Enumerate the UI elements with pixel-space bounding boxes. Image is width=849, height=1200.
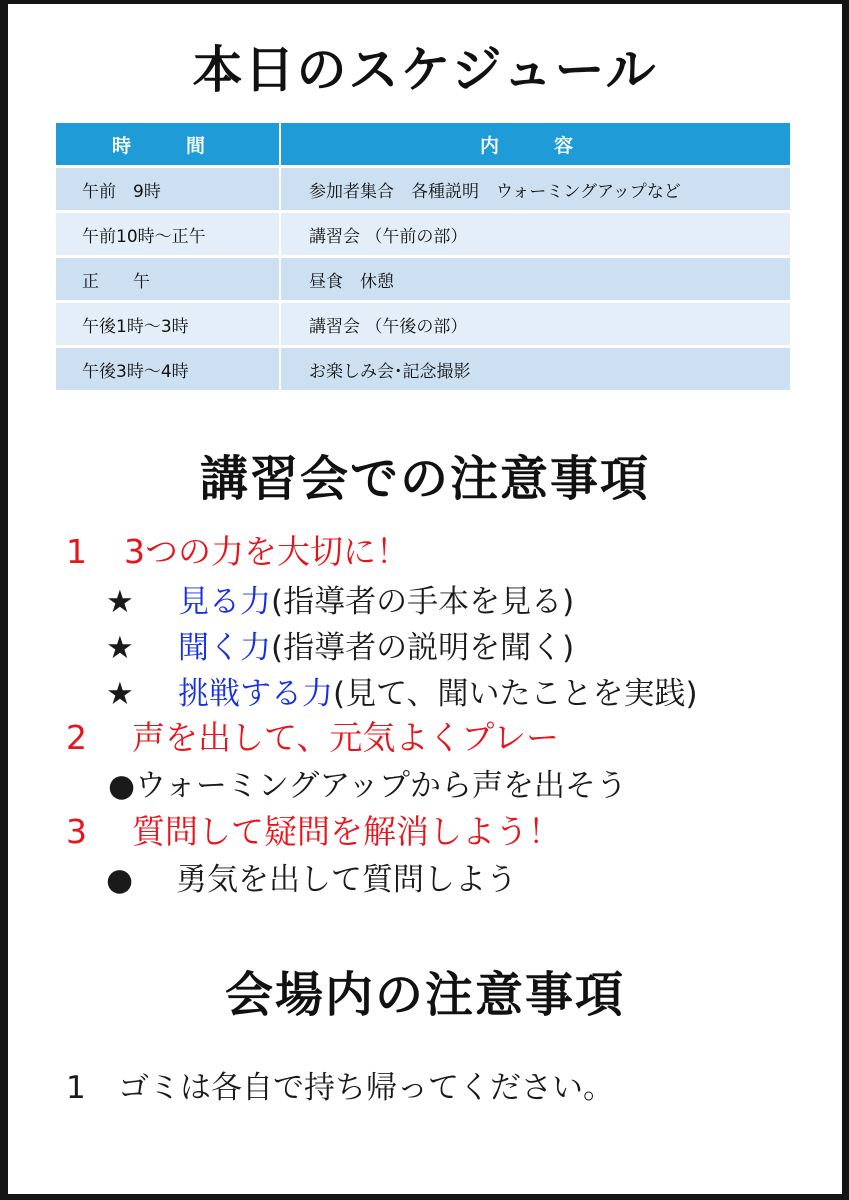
point-2-text: 声を出して、元気よくプレー (132, 718, 560, 757)
table-header-row (56, 123, 790, 167)
row-time: 正 午 (56, 257, 280, 302)
point-3-number: 3 (66, 812, 87, 851)
point-1-item-1 (106, 576, 574, 621)
venue-notes-title: 会場内の注意事項 (224, 967, 625, 1023)
bullet-icon: ● (106, 862, 134, 898)
table-row (56, 257, 790, 302)
flyer-page (8, 4, 842, 1194)
item-keyword: 聞く力 (178, 630, 271, 666)
venue-note-1 (66, 1062, 614, 1107)
venue-note-number: 1 (66, 1070, 86, 1106)
star-icon: ★ (106, 584, 134, 620)
star-icon: ★ (106, 676, 134, 712)
table-row (56, 347, 790, 391)
point-2-number: 2 (66, 718, 87, 757)
row-time: 午前 9時 (56, 167, 280, 212)
point-1-number: 1 (66, 532, 87, 571)
point-3-text: 質問して疑問を解消しよう！ (132, 812, 561, 851)
point-3-item-text: 勇気を出して質問しよう (176, 862, 517, 898)
point-1-item-2 (106, 622, 574, 667)
row-content: お楽しみ会･記念撮影 (280, 347, 790, 391)
point-2 (66, 712, 559, 759)
venue-note-text: ゴミは各自で持ち帰ってください。 (118, 1070, 614, 1106)
header-time: 時 間 (56, 123, 280, 167)
row-time: 午前10時～正午 (56, 212, 280, 257)
item-detail: (見て、聞いたことを実践) (333, 676, 698, 712)
row-time: 午後3時～4時 (56, 347, 280, 391)
row-content: 参加者集合 各種説明 ウォーミングアップなど (280, 167, 790, 212)
item-keyword: 見る力 (178, 584, 271, 620)
item-keyword: 挑戦する力 (178, 676, 333, 712)
star-icon: ★ (106, 630, 134, 666)
table-row (56, 212, 790, 257)
lecture-notes-title: 講習会での注意事項 (199, 451, 650, 507)
bullet-icon: ● (108, 768, 136, 804)
item-detail: (指導者の手本を見る) (271, 584, 575, 620)
row-content: 昼食 休憩 (280, 257, 790, 302)
point-1-item-3 (106, 668, 698, 713)
schedule-table (56, 123, 790, 390)
point-2-item (108, 760, 627, 805)
point-3 (66, 806, 561, 853)
row-content: 講習会 （午後の部） (280, 302, 790, 347)
point-2-item-text: ウォーミングアップから声を出そう (135, 768, 628, 804)
header-content: 内 容 (280, 123, 790, 167)
point-1-text: 3つの力を大切に！ (124, 532, 409, 571)
table-row (56, 302, 790, 347)
schedule-title: 本日のスケジュール (192, 41, 658, 99)
row-time: 午後1時～3時 (56, 302, 280, 347)
point-1 (66, 526, 409, 573)
point-3-item (106, 854, 517, 899)
row-content: 講習会 （午前の部） (280, 212, 790, 257)
item-detail: (指導者の説明を聞く) (271, 630, 575, 666)
table-row (56, 167, 790, 212)
